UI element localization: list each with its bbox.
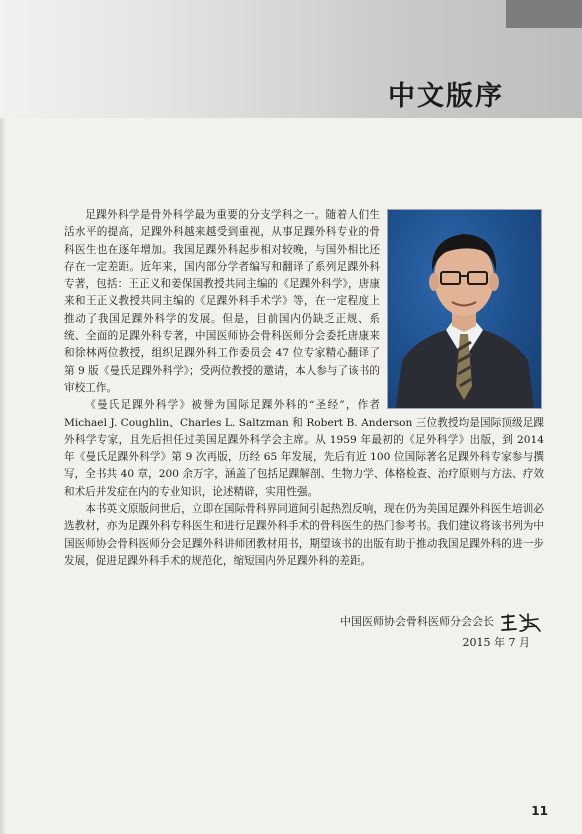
header-band: [0, 0, 582, 118]
preface-paragraph-1: 足踝外科学是骨外科学最为重要的分支学科之一。随着人们生活水平的提高，足踝外科越来越受到重视，从事足踝外科专业的骨科医生也在逐年增加。我国足踝外科起步相对较晚，与国外相比还存在一定差距。近年来，国内部分学者编写和翻译了系列足踝外科专著，包括：王正义和姜保国教授共同主编的《足踝外科学》，唐康来和王正义教授共同主编的《足踝外科手术学》等，在一定程度上推动了我国足踝外科学的发展。但是，目前国内仍缺乏正规、系统、全面的足踝外科专著，中国医师协会骨科医师分会委托唐康来和徐林两位教授，组织足踝外科工作委员会 47 位专家精心翻译了第 9 版《曼氏足踝外科学》；受两位教授的邀请，本人参与了该书的审校工作。: [64, 209, 380, 394]
page-title: 中文版序: [388, 81, 504, 112]
page-edge-shadow: [0, 0, 6, 834]
portrait-wrap-spacer: [384, 207, 544, 409]
page-number: 11: [531, 804, 548, 818]
preface-body: [64, 207, 544, 570]
handwritten-signature: [500, 611, 544, 633]
header-dark-block: [506, 0, 582, 28]
signature-block: [340, 611, 544, 653]
preface-paragraph-3: 本书英文原版问世后，立即在国际骨科界同道间引起热烈反响，现在仍为美国足踝外科医生培训必选教材，亦为足踝外科专科医生和进行足踝外科手术的骨科医生的热门参考书。我们建议将该书列为中国医师协会骨科医师分会足踝外科讲师团教材用书，期望该书的出版有助于推动我国足踝外科的进一步发展，促进足踝外科手术的规范化，缩短国内外足踝外科的差距。: [64, 503, 544, 567]
preface-paragraph-2: 《曼氏足踝外科学》被誉为国际足踝外科的“圣经”，作者 Michael J. Coughlin、Charles L. Saltzman 和 Robert B. Anderson 三位教授均是国际顶级足踝外科学专家，且先后担任过美国足踝外科学会主席。从 1959 年最初的《足外科学》出版，到 2014 年《曼氏足踝外科学》第 9 次再版，历经 65 年发展，先后有近 100 位国际著名足踝外科专家参与撰写，全书共 40 章，200 余万字，涵盖了包括足踝解剖、生物力学、体格检查、治疗原则与方法、疗效和术后并发症在内的专业知识，论述精辟，实用性强。: [64, 399, 544, 498]
signature-line: [340, 611, 544, 633]
signatory-title: 中国医师协会骨科医师分会会长: [340, 615, 494, 628]
signature-date: 2015 年 7 月: [462, 636, 530, 649]
